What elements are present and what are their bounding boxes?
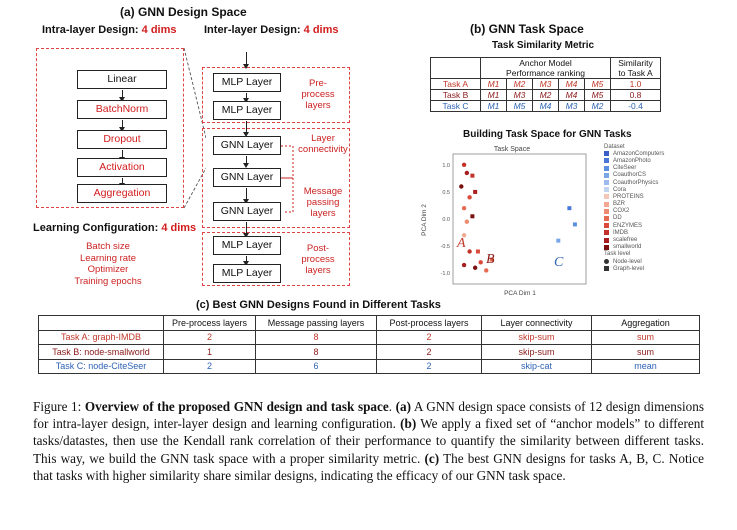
legend-label: ENZYMES: [613, 222, 643, 229]
best-table-header: Pre-process layers Message passing layers Post-process layers Layer connectivity Aggregation: [39, 316, 700, 331]
y-axis-label: PCA Dim 2: [421, 204, 428, 236]
inter-box-gnn-3: GNN Layer: [213, 202, 281, 221]
legend-item: [604, 208, 714, 215]
scatter-point: [467, 249, 471, 253]
legend-item: [604, 215, 714, 222]
scatter-point: [556, 239, 560, 243]
scatter-point: [462, 206, 466, 210]
legend-node-level: Node-level: [604, 258, 714, 265]
legend-label: AmazonPhoto: [613, 157, 651, 164]
y-tick-label: 1.0: [442, 162, 450, 169]
caption-title: Overview of the proposed GNN design and task space: [84, 399, 389, 414]
scatter-point: [479, 260, 483, 264]
best-table-row-b: Task B: node-smallworld 1 8 2 skip-sum sum: [39, 345, 700, 360]
intra-box-aggregation: Aggregation: [77, 184, 167, 203]
inter-box-mlp-1: MLP Layer: [213, 73, 281, 92]
learning-item: Optimizer: [87, 264, 129, 275]
scatter-point: [473, 190, 477, 194]
intra-box-linear: Linear: [77, 70, 167, 89]
legend-item: [604, 236, 714, 243]
plot-frame: [453, 154, 586, 284]
preprocess-label: Pre- process layers: [301, 78, 335, 111]
inter-box-gnn-2: GNN Layer: [213, 168, 281, 187]
legend-swatch: [604, 238, 609, 243]
point-label-a: A: [457, 236, 466, 251]
scatter-point: [470, 214, 474, 218]
anchor-header: Anchor Model Performance ranking: [481, 58, 611, 79]
scatter-point: [465, 220, 469, 224]
inter-box-mlp-3: MLP Layer: [213, 236, 281, 255]
best-designs-table: [38, 315, 700, 374]
legend-item: [604, 179, 714, 186]
legend-item: [604, 222, 714, 229]
legend-swatch: [604, 209, 609, 214]
intra-box-activation: Activation: [77, 158, 167, 177]
arrow: [246, 93, 247, 101]
plot-legend: [604, 143, 714, 272]
scatter-point: [476, 250, 480, 254]
panel-c-title: (c) Best GNN Designs Found in Different Tasks: [196, 299, 441, 311]
scatter-point: [567, 206, 571, 210]
legend-item: [604, 244, 714, 251]
scatter-point: [470, 174, 474, 178]
legend-swatch: [604, 194, 609, 199]
legend-title: Dataset: [604, 143, 625, 150]
scatter-point: [467, 195, 471, 199]
arrow: [246, 52, 247, 67]
legend-swatch: [604, 223, 609, 228]
task-space-plot: [420, 142, 600, 302]
legend-item: [604, 193, 714, 200]
legend-items: [604, 150, 714, 251]
learning-config-list: [52, 241, 164, 287]
similarity-row-c: Task C M1 M5 M4 M3 M2 -0.4: [431, 101, 661, 112]
arrow: [122, 90, 123, 100]
legend-swatch: [604, 202, 609, 207]
legend-item: [604, 172, 714, 179]
learning-item: Training epochs: [74, 275, 142, 287]
circle-marker-icon: [604, 259, 609, 264]
arrow: [246, 121, 247, 135]
legend-label: BZR: [613, 201, 625, 208]
learning-item: Learning rate: [80, 252, 136, 264]
layer-connectivity-label: Layer connectivity: [298, 133, 348, 155]
legend-label: PROTEINS: [613, 193, 644, 200]
square-marker-icon: [604, 266, 609, 271]
legend-label: CiteSeer: [613, 165, 637, 172]
intra-box-dropout: Dropout: [77, 130, 167, 149]
panel-a-title: (a) GNN Design Space: [120, 5, 247, 19]
legend-item: [604, 157, 714, 164]
similarity-table: [430, 57, 661, 112]
legend-swatch: [604, 180, 609, 185]
legend-swatch: [604, 187, 609, 192]
learning-config-title: Learning Configuration: 4 dims: [33, 222, 197, 234]
task-space-title: Building Task Space for GNN Tasks: [463, 129, 632, 140]
x-axis-label: PCA Dim 1: [504, 290, 536, 297]
legend-label: CoauthorCS: [613, 172, 647, 179]
legend-swatch: [604, 151, 609, 156]
legend-label: DD: [613, 215, 622, 222]
y-tick-label: 0.5: [442, 189, 450, 196]
inter-box-gnn-1: GNN Layer: [213, 136, 281, 155]
legend-label: COX2: [613, 208, 630, 215]
scatter-point: [462, 263, 466, 267]
legend-label: Cora: [613, 186, 627, 193]
legend-swatch: [604, 245, 609, 250]
inter-box-mlp-4: MLP Layer: [213, 264, 281, 283]
y-ticks: [441, 163, 450, 277]
postprocess-label: Post- process layers: [301, 243, 335, 276]
legend-item: [604, 186, 714, 193]
arrow: [246, 222, 247, 236]
y-tick-label: -0.5: [440, 244, 450, 251]
legend-item: [604, 165, 714, 172]
point-label-c: C: [554, 255, 564, 270]
legend-item: [604, 150, 714, 157]
scatter-point: [484, 268, 488, 272]
similarity-header: Similarity to Task A: [611, 58, 661, 79]
intra-layer-dims: 4 dims: [141, 24, 177, 36]
y-tick-label: 0.0: [442, 217, 450, 223]
legend-swatch: [604, 158, 609, 163]
scatter-point: [465, 171, 469, 175]
best-table-row-c: Task C: node-CiteSeer 2 6 2 skip-cat mean: [39, 359, 700, 374]
y-tick-label: -1.0: [440, 271, 450, 278]
message-passing-label: Message passing layers: [303, 186, 343, 219]
legend-level-title: Task level: [604, 251, 631, 258]
plot-title: Task Space: [493, 146, 531, 153]
point-label-b: B: [486, 252, 495, 267]
legend-swatch: [604, 173, 609, 178]
legend-item: [604, 229, 714, 236]
learning-item: Batch size: [86, 241, 130, 252]
legend-item: [604, 201, 714, 208]
panel-b-title: (b) GNN Task Space: [470, 22, 584, 36]
inter-box-mlp-2: MLP Layer: [213, 101, 281, 120]
scatter-point: [473, 266, 477, 270]
arrow: [246, 188, 247, 202]
arrow: [246, 156, 247, 166]
figure-caption: Figure 1: Overview of the proposed GNN design and task space. (a) A GNN design space consists of 12 design dimensions for intra-layer design, inter-layer design and learning configuration. (b) We apply a fixed set of “anchor models” to different tasks/datastes, then use the Kendall rank correlation of their performance to quantify the similarity between different tasks. This way, we build the GNN task space with a proper similarity metric. (c) The best GNN designs for tasks A, B, C. Notice that tasks with higher similarity share similar designs, indicating the efficacy of our GNN task space.: [33, 399, 705, 483]
legend-label: CoauthorPhysics: [613, 179, 659, 186]
learning-config-dims: 4 dims: [161, 222, 197, 234]
legend-swatch: [604, 230, 609, 235]
inter-layer-dims: 4 dims: [303, 24, 339, 36]
legend-label: smallworld: [613, 244, 642, 251]
inter-layer-title: Inter-layer Design: 4 dims: [204, 24, 339, 36]
best-table-row-a: Task A: graph-IMDB 2 8 2 skip-sum sum: [39, 330, 700, 345]
legend-graph-level: Graph-level: [604, 265, 714, 272]
similarity-metric-title: Task Similarity Metric: [492, 40, 595, 51]
arrow: [122, 120, 123, 130]
legend-label: IMDB: [613, 229, 628, 236]
scatter-point: [462, 163, 466, 167]
scatter-point: [573, 222, 577, 226]
scatter-point: [459, 184, 463, 188]
legend-label: scalefree: [613, 237, 638, 244]
legend-swatch: [604, 216, 609, 221]
legend-label: AmazonComputers: [613, 150, 665, 157]
intra-layer-title: Intra-layer Design: 4 dims: [42, 24, 177, 36]
legend-swatch: [604, 166, 609, 171]
arrow: [246, 256, 247, 264]
intra-box-batchnorm: BatchNorm: [77, 100, 167, 119]
similarity-row-a: Task A M1 M2 M3 M4 M5 1.0: [431, 79, 661, 90]
similarity-row-b: Task B M1 M3 M2 M4 M5 0.8: [431, 90, 661, 101]
